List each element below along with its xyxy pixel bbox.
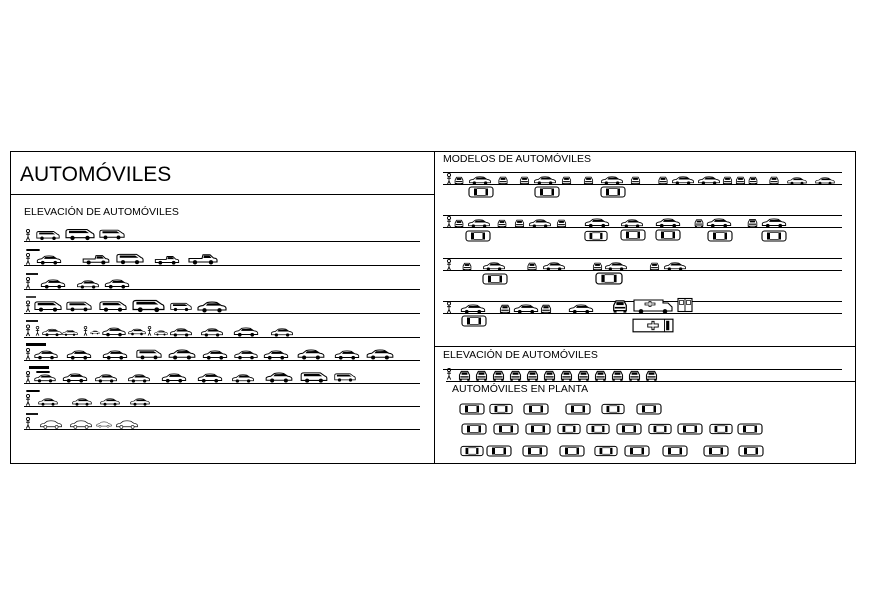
scale-bar xyxy=(26,320,38,322)
car-side-elevation-icon xyxy=(137,350,161,359)
car-plan-view-icon xyxy=(558,424,580,433)
car-front-elevation-icon xyxy=(528,263,536,271)
car-side-elevation-icon xyxy=(707,219,730,228)
car-front-elevation-icon xyxy=(736,177,744,185)
car-front-elevation-icon xyxy=(584,177,592,185)
elevation-row-1 xyxy=(26,229,124,240)
car-side-elevation-icon xyxy=(335,351,358,360)
model-row-1 xyxy=(447,173,834,197)
main-title: AUTOMÓVILES xyxy=(20,163,172,186)
front-elevation-row xyxy=(443,368,842,380)
car-front-elevation-icon xyxy=(455,177,463,184)
person-figure-icon xyxy=(84,326,87,335)
car-side-elevation-icon xyxy=(35,302,61,312)
car-side-elevation-icon xyxy=(105,280,128,289)
car-plan-view-icon xyxy=(460,404,484,414)
car-side-elevation-icon xyxy=(514,305,537,314)
car-side-elevation-icon xyxy=(37,256,60,265)
car-front-elevation-icon xyxy=(476,371,486,380)
car-side-elevation-icon xyxy=(235,351,257,359)
car-side-elevation-icon xyxy=(198,302,226,312)
car-plan-view-icon xyxy=(462,316,486,326)
person-figure-icon xyxy=(447,302,451,313)
car-plan-view-icon xyxy=(469,187,493,197)
car-side-elevation-icon xyxy=(63,374,86,383)
car-front-elevation-icon xyxy=(463,263,471,270)
models-rows xyxy=(443,173,842,332)
person-figure-icon xyxy=(26,394,30,405)
car-side-elevation-icon xyxy=(66,230,94,241)
car-front-elevation-icon xyxy=(515,220,523,228)
car-side-elevation-icon xyxy=(67,302,91,311)
person-figure-icon xyxy=(26,301,30,312)
car-front-elevation-icon xyxy=(510,371,520,380)
car-plan-view-icon xyxy=(535,187,559,197)
scale-bar xyxy=(26,273,38,275)
left-section-title: ELEVACIÓN DE AUTOMÓVILES xyxy=(24,206,179,218)
car-front-elevation-icon xyxy=(595,371,605,380)
car-front-elevation-icon xyxy=(770,177,778,185)
car-side-elevation-icon xyxy=(665,263,686,271)
car-plan-view-icon xyxy=(739,446,763,456)
car-front-elevation-icon xyxy=(578,371,588,380)
car-side-elevation-icon xyxy=(171,329,192,337)
car-front-elevation-icon xyxy=(695,220,703,227)
car-side-elevation-icon xyxy=(103,351,126,360)
car-side-elevation-icon xyxy=(202,329,223,337)
car-side-elevation-icon xyxy=(469,220,490,228)
car-side-elevation-icon xyxy=(100,302,126,312)
car-plan-view-icon xyxy=(461,446,483,455)
car-front-elevation-icon xyxy=(459,371,469,380)
person-figure-icon xyxy=(26,253,30,264)
car-plan-view-icon xyxy=(566,404,590,414)
car-side-elevation-icon xyxy=(73,399,92,406)
car-plan-view-icon xyxy=(587,424,609,433)
scale-bar xyxy=(26,390,39,392)
car-side-elevation-icon xyxy=(264,351,287,360)
car-plan-view-icon xyxy=(585,231,607,240)
ambulance-icon xyxy=(634,300,672,314)
elevation-row-8 xyxy=(26,390,149,406)
car-plan-view-icon xyxy=(621,230,645,240)
car-plan-view-icon xyxy=(560,446,584,456)
elevation-row-5 xyxy=(26,320,293,337)
car-side-elevation-icon xyxy=(155,257,178,265)
car-front-elevation-icon xyxy=(500,305,509,314)
person-figure-icon xyxy=(447,368,451,379)
car-front-elevation-icon xyxy=(499,177,507,185)
car-side-elevation-icon xyxy=(63,330,78,336)
car-side-elevation-icon xyxy=(171,303,192,311)
car-side-elevation-icon xyxy=(67,351,90,360)
car-side-elevation-icon xyxy=(154,331,167,336)
car-plan-view-icon xyxy=(595,446,617,455)
car-front-elevation-icon xyxy=(749,177,757,184)
car-side-elevation-icon xyxy=(37,232,59,240)
model-row-3 xyxy=(447,259,686,284)
model-row-2 xyxy=(447,216,786,241)
person-figure-icon xyxy=(26,325,30,336)
car-plan-view-icon xyxy=(526,424,550,434)
car-side-elevation-icon xyxy=(788,178,807,185)
car-side-elevation-icon xyxy=(816,178,835,185)
car-front-elevation-icon xyxy=(527,371,537,380)
car-side-elevation-icon xyxy=(71,421,92,429)
car-side-elevation-icon xyxy=(103,328,125,336)
person-figure-icon xyxy=(26,277,30,288)
car-side-elevation-icon xyxy=(233,375,254,383)
car-front-elevation-icon xyxy=(748,219,757,227)
car-plan-view-icon xyxy=(708,231,732,241)
car-side-elevation-icon xyxy=(461,305,484,314)
car-side-elevation-icon xyxy=(101,399,120,406)
car-side-elevation-icon xyxy=(43,329,62,336)
car-side-elevation-icon xyxy=(301,373,327,383)
models-section-title: MODELOS DE AUTOMÓVILES xyxy=(443,153,592,165)
car-front-elevation-icon xyxy=(561,371,571,380)
car-side-elevation-icon xyxy=(100,230,124,239)
car-side-elevation-icon xyxy=(234,328,257,337)
left-elevation-rows xyxy=(24,229,420,429)
car-front-elevation-icon xyxy=(520,177,528,185)
car-plan-view-icon xyxy=(663,446,687,456)
car-plan-view-icon xyxy=(656,230,680,240)
car-plan-view-icon xyxy=(466,231,490,241)
car-side-elevation-icon xyxy=(484,263,505,271)
car-side-elevation-icon xyxy=(129,375,150,383)
car-side-elevation-icon xyxy=(585,219,608,228)
car-front-elevation-icon xyxy=(557,220,565,228)
car-plan-view-icon xyxy=(625,446,649,456)
plan-section-title: AUTOMÓVILES EN PLANTA xyxy=(452,383,589,395)
car-side-elevation-icon xyxy=(39,399,58,406)
car-plan-view-icon xyxy=(494,424,518,434)
car-front-elevation-icon xyxy=(723,177,731,185)
car-front-elevation-icon xyxy=(593,263,601,271)
car-plan-view-icon xyxy=(596,273,622,284)
person-figure-icon xyxy=(26,371,30,382)
car-side-elevation-icon xyxy=(117,254,143,264)
car-front-elevation-icon xyxy=(659,177,667,185)
car-side-elevation-icon xyxy=(367,350,393,360)
person-figure-icon xyxy=(36,326,39,335)
model-row-4 xyxy=(447,299,692,332)
car-side-elevation-icon xyxy=(335,374,356,382)
car-side-elevation-icon xyxy=(470,177,491,185)
car-plan-view-icon xyxy=(524,404,548,414)
car-side-elevation-icon xyxy=(131,399,150,406)
car-side-elevation-icon xyxy=(41,421,62,429)
scale-bar xyxy=(26,296,36,298)
person-figure-icon xyxy=(26,348,30,359)
scale-bar xyxy=(26,343,46,346)
car-side-elevation-icon xyxy=(266,373,292,383)
person-figure-icon xyxy=(26,229,30,240)
car-side-elevation-icon xyxy=(606,263,627,271)
car-side-elevation-icon xyxy=(622,220,643,228)
car-side-elevation-icon xyxy=(78,281,99,289)
car-front-elevation-icon xyxy=(493,371,503,380)
elevation-row-6 xyxy=(26,343,393,360)
scale-bar xyxy=(36,371,49,373)
car-plan-view-icon xyxy=(704,446,728,456)
car-plan-view-icon xyxy=(649,424,671,433)
car-plan-view-icon xyxy=(487,446,511,456)
car-side-elevation-icon xyxy=(83,256,109,265)
car-plan-view-icon xyxy=(483,274,507,284)
car-front-elevation-icon xyxy=(631,177,639,185)
elevation-row-4 xyxy=(26,296,226,312)
car-plan-view-icon xyxy=(678,424,702,434)
car-side-elevation-icon xyxy=(169,350,195,360)
car-plan-view-icon xyxy=(637,404,661,414)
car-front-elevation-icon xyxy=(629,371,639,380)
elevation-section-title: ELEVACIÓN DE AUTOMÓVILES xyxy=(443,349,598,361)
car-front-elevation-icon xyxy=(455,220,463,227)
car-plan-view-icon xyxy=(762,231,786,241)
car-front-elevation-icon xyxy=(650,263,658,271)
elevation-row-9 xyxy=(26,413,138,429)
car-front-elevation-icon xyxy=(541,305,550,314)
car-side-elevation-icon xyxy=(35,351,57,359)
scale-bar xyxy=(26,413,38,415)
scale-bar xyxy=(26,249,39,251)
elevation-row-3 xyxy=(26,273,129,289)
elevation-row-7 xyxy=(26,366,355,383)
car-plan-view-icon xyxy=(738,424,762,434)
car-side-elevation-icon xyxy=(162,374,185,383)
ambulance-rear-icon xyxy=(678,299,692,312)
car-side-elevation-icon xyxy=(535,177,556,185)
car-plan-view-icon xyxy=(490,404,512,413)
car-side-elevation-icon xyxy=(198,374,221,383)
car-side-elevation-icon xyxy=(272,329,293,337)
car-side-elevation-icon xyxy=(530,220,551,228)
car-side-elevation-icon xyxy=(97,422,112,427)
person-figure-icon xyxy=(447,216,451,227)
car-side-elevation-icon xyxy=(298,350,324,360)
car-side-elevation-icon xyxy=(203,351,226,360)
car-side-elevation-icon xyxy=(90,331,99,334)
car-front-elevation-icon xyxy=(614,301,627,313)
person-figure-icon xyxy=(148,326,151,335)
car-side-elevation-icon xyxy=(699,177,720,185)
car-plan-view-icon xyxy=(602,404,624,413)
car-side-elevation-icon xyxy=(129,329,146,335)
car-side-elevation-icon xyxy=(189,255,217,265)
car-front-elevation-icon xyxy=(498,220,506,227)
car-plan-view-icon xyxy=(601,187,625,197)
car-front-elevation-icon xyxy=(544,371,554,380)
person-figure-icon xyxy=(447,173,451,184)
plan-view-grid xyxy=(460,404,763,456)
car-side-elevation-icon xyxy=(117,421,138,429)
scale-bar xyxy=(29,366,49,369)
car-front-elevation-icon xyxy=(646,371,656,380)
car-side-elevation-icon xyxy=(544,263,565,271)
ambulance-plan-view-icon xyxy=(633,319,673,332)
car-side-elevation-icon xyxy=(35,375,56,383)
person-figure-icon xyxy=(447,259,451,270)
car-plan-view-icon xyxy=(523,446,547,456)
car-side-elevation-icon xyxy=(41,280,64,289)
car-plan-view-icon xyxy=(617,424,641,434)
car-side-elevation-icon xyxy=(762,219,785,228)
elevation-row-2 xyxy=(26,249,217,265)
car-side-elevation-icon xyxy=(96,375,117,383)
car-plan-view-icon xyxy=(710,424,732,433)
car-side-elevation-icon xyxy=(133,301,164,313)
car-front-elevation-icon xyxy=(612,371,622,380)
car-side-elevation-icon xyxy=(656,219,679,228)
car-front-elevation-icon xyxy=(562,177,570,185)
car-side-elevation-icon xyxy=(569,305,592,314)
car-side-elevation-icon xyxy=(602,177,623,185)
person-figure-icon xyxy=(26,417,30,428)
car-plan-view-icon xyxy=(462,424,486,434)
car-side-elevation-icon xyxy=(673,177,694,185)
